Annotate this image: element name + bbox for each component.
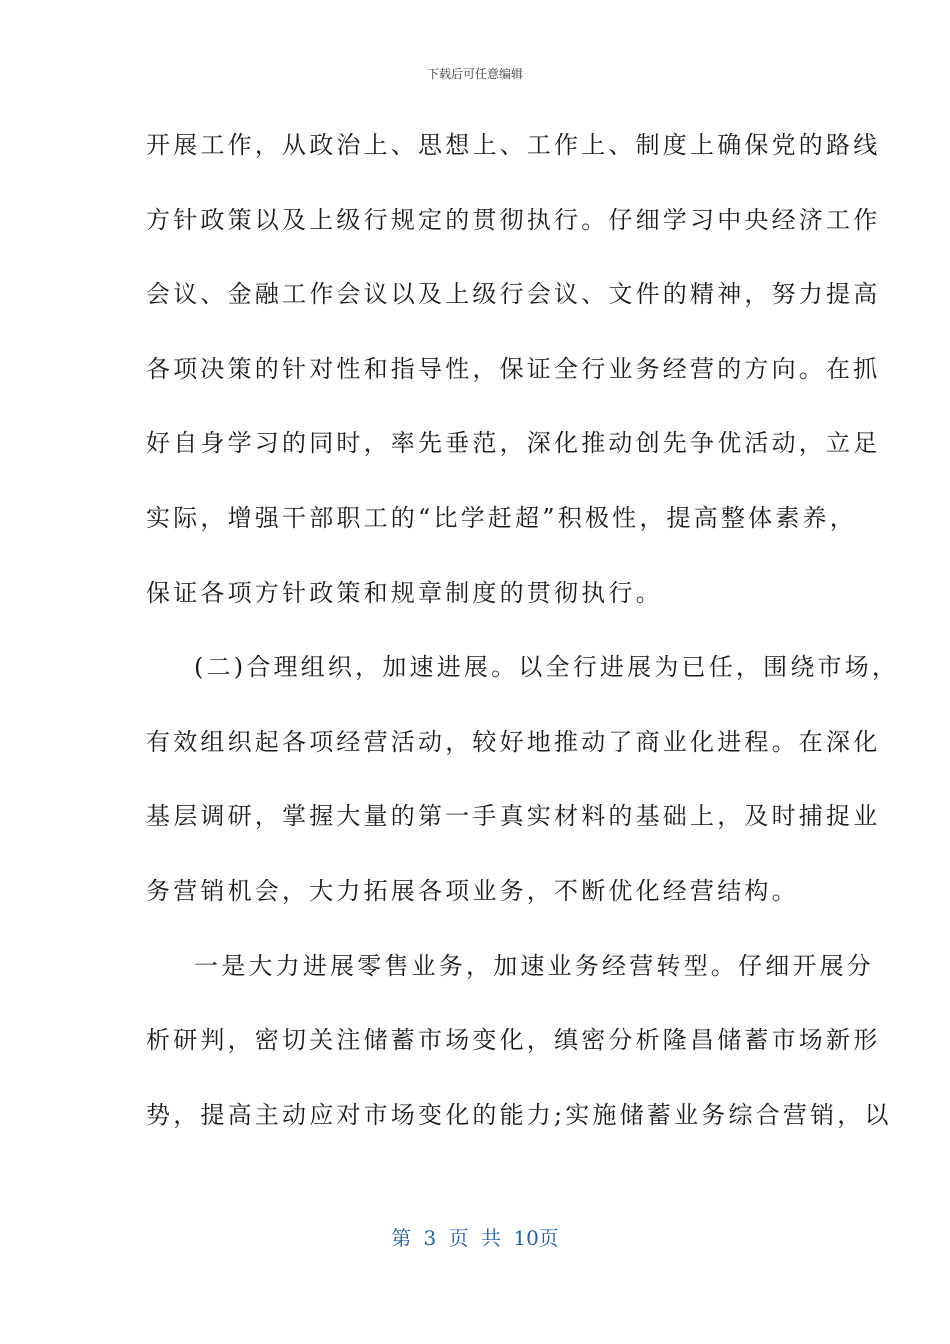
paragraph-start-line: (二)合理组织，加速进展。以全行进展为已任，围绕市场， <box>194 653 900 682</box>
page-header: 下载后可任意编辑 <box>426 67 523 81</box>
text-line: 基层调研，掌握大量的第一手真实材料的基础上，及时捕捉业 <box>146 802 881 831</box>
page-number-footer: 第 3 页 共 10页 <box>391 1226 559 1250</box>
text-line: 好自身学习的同时，率先垂范，深化推动创先争优活动，立足 <box>146 429 881 458</box>
text-line: 务营销机会，大力拓展各项业务，不断优化经营结构。 <box>146 876 799 905</box>
text-line: 开展工作，从政治上、思想上、工作上、制度上确保党的路线 <box>146 131 881 159</box>
document-body <box>146 122 900 1166</box>
text-line: 实际，增强干部职工的“比学赶超”积极性，提高整体素养， <box>146 503 857 532</box>
text-line: 有效组织起各项经营活动，较好地推动了商业化进程。在深化 <box>146 727 881 756</box>
text-line: 会议、金融工作会议以及上级行会议、文件的精神，努力提高 <box>146 280 881 309</box>
paragraph-start-line: 一是大力进展零售业务，加速业务经营转型。仔细开展分 <box>194 951 874 980</box>
text-line: 各项决策的针对性和指导性，保证全行业务经营的方向。在抓 <box>146 354 881 383</box>
text-line: 保证各项方针政策和规章制度的贯彻执行。 <box>146 578 663 607</box>
text-line: 方针政策以及上级行规定的贯彻执行。仔细学习中央经济工作 <box>146 205 881 234</box>
text-line: 析研判，密切关注储蓄市场变化，缜密分析隆昌储蓄市场新形 <box>146 1026 881 1055</box>
text-line: 势，提高主动应对市场变化的能力;实施储蓄业务综合营销，以 <box>146 1100 892 1129</box>
